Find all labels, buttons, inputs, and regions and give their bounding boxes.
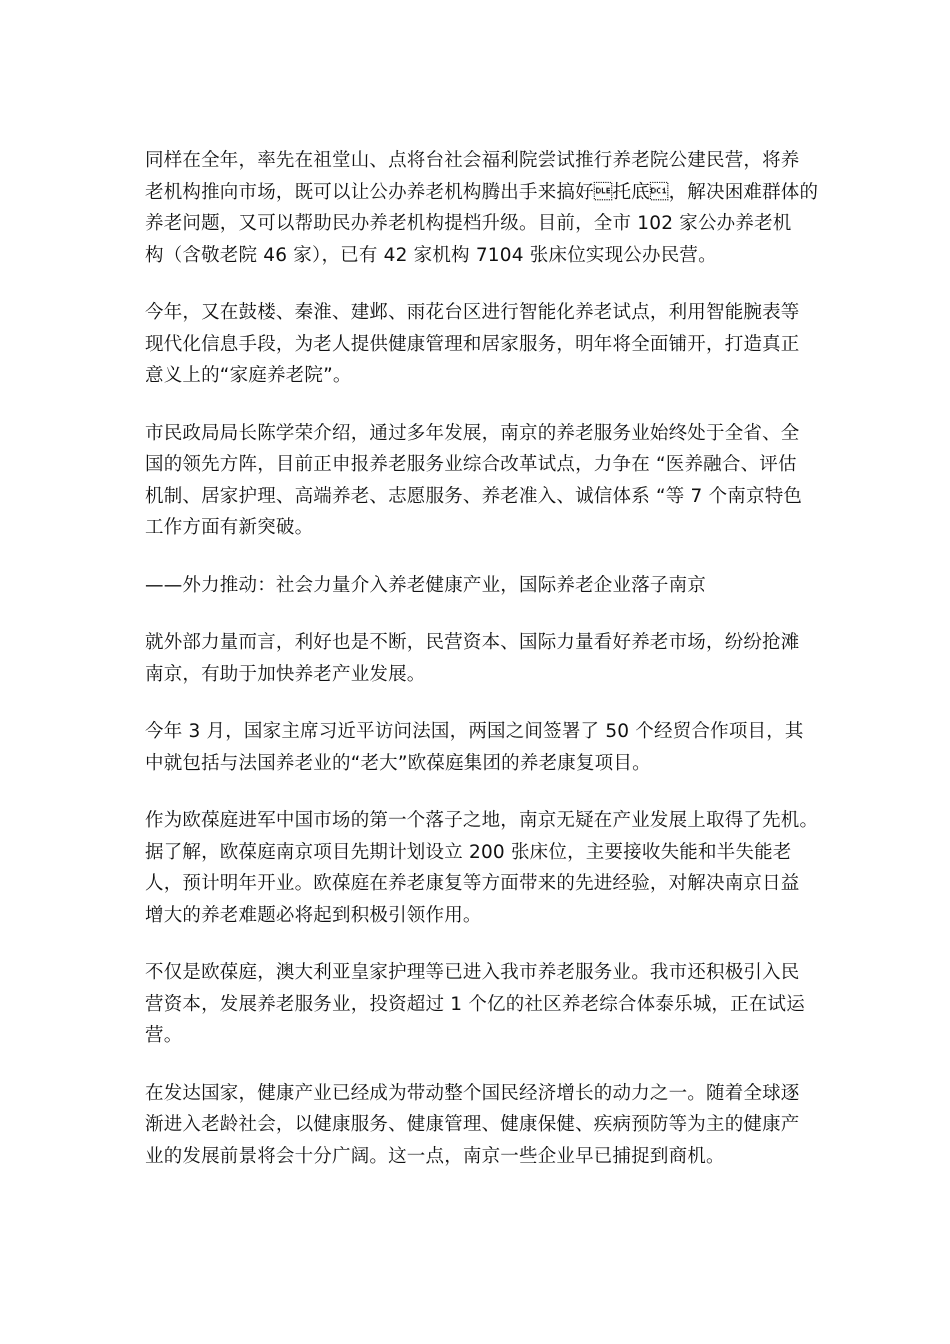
paragraph-line: 据了解，欧葆庭南京项目先期计划设立 200 张床位，主要接收失能和半失能老	[145, 841, 792, 863]
paragraph-line: 渐进入老龄社会，以健康服务、健康管理、健康保健、疾病预防等为主的健康产	[145, 1114, 800, 1135]
paragraph	[145, 297, 817, 392]
paragraph	[145, 145, 817, 271]
section-heading	[145, 570, 817, 602]
paragraph-line: 不仅是欧葆庭，澳大利亚皇家护理等已进入我市养老服务业。我市还积极引入民	[145, 962, 800, 983]
paragraph-line: 在发达国家，健康产业已经成为带动整个国民经济增长的动力之一。随着全球逐	[145, 1082, 800, 1104]
paragraph-line: 中就包括与法国养老业的“老大”欧葆庭集团的养老康复项目。	[145, 752, 651, 774]
paragraph	[145, 805, 817, 931]
paragraph-line: 构（含敬老院 46 家），已有 42 家机构 7104 张床位实现公办民营。	[145, 244, 717, 266]
paragraph-line: 意义上的“家庭养老院”。	[145, 365, 352, 386]
paragraph-line: 人，预计明年开业。欧葆庭在养老康复等方面带来的先进经验，对解决南京日益	[145, 873, 800, 894]
paragraph-line: 今年 3 月，国家主席习近平访问法国，两国之间签署了 50 个经贸合作项目，其	[145, 721, 804, 742]
paragraph-line: 国的领先方阵，目前正申报养老服务业综合改革试点，力争在 “医养融合、评估	[145, 454, 797, 475]
paragraph	[145, 627, 817, 690]
paragraph	[145, 716, 817, 779]
paragraph-line: 养老问题，又可以帮助民办养老机构提档升级。目前，全市 102 家公办养老机	[145, 213, 792, 234]
paragraph	[145, 957, 817, 1052]
paragraph-line: 今年，又在鼓楼、秦淮、建邺、雨花台区进行智能化养老试点，利用智能腕表等	[145, 302, 800, 323]
section-heading-text: ——外力推动：社会力量介入养老健康产业，国际养老企业落子南京	[145, 574, 707, 596]
paragraph-line: 就外部力量而言，利好也是不断，民营资本、国际力量看好养老市场，纷纷抢滩	[145, 632, 800, 653]
paragraph-line: 老机构推向市场，既可以让公办养老机构腾出手来搞好托底，解决困难群体的	[145, 181, 819, 203]
paragraph-line: 市民政局局长陈学荣介绍，通过多年发展，南京的养老服务业始终处于全省、全	[145, 422, 800, 444]
paragraph-line: 增大的养老难题必将起到积极引领作用。	[145, 904, 482, 926]
paragraph-line: 同样在全年，率先在祖堂山、点将台社会福利院尝试推行养老院公建民营，将养	[145, 150, 800, 171]
paragraph-line: 机制、居家护理、高端养老、志愿服务、养老准入、诚信体系 “等 7 个南京特色	[145, 485, 803, 507]
paragraph-line: 作为欧葆庭进军中国市场的第一个落子之地，南京无疑在产业发展上取得了先机。	[145, 810, 819, 831]
article-body	[145, 145, 817, 1198]
paragraph-line: 营。	[145, 1025, 183, 1046]
paragraph	[145, 1078, 817, 1173]
paragraph	[145, 418, 817, 544]
paragraph-line: 现代化信息手段，为老人提供健康管理和居家服务，明年将全面铺开，打造真正	[145, 333, 800, 355]
paragraph-line: 营资本，发展养老服务业，投资超过 1 个亿的社区养老综合体泰乐城，正在试运	[145, 993, 805, 1015]
paragraph-line: 工作方面有新突破。	[145, 517, 314, 538]
paragraph-line: 南京，有助于加快养老产业发展。	[145, 663, 426, 685]
paragraph-line: 业的发展前景将会十分广阔。这一点，南京一些企业早已捕捉到商机。	[145, 1145, 725, 1167]
